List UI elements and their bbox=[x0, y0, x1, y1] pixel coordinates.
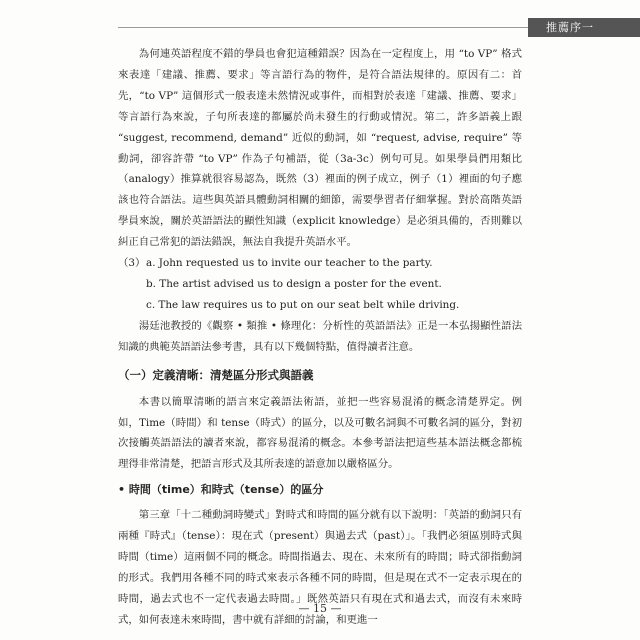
paragraph-1: 為何連英語程度不錯的學員也會犯這種錯誤？因為在一定程度上，用 “to VP” 格式來表達「建議、推薦、要求」等言語行為的物件，是符合語法規律的。原因有二：首先，“to VP” 這個形式一般表達未然情況或事件，而相對於表達「建議、推薦、要求」等言語行為來說，子句所表達的都屬於尚未發生的行動或情況。第二，許多語義上跟 “suggest, recommend, demand” 近似的動詞，如 “request, advise, require” 等動詞，卻容許帶 “to VP” 作為子句補語，從（3a-3c）例句可見。如果學員們用類比（analogy）推算就很容易認為，既然（3）裡面的例子成立，例子（1）裡面的句子應該也符合語法。這些與英語具體動詞相關的細節，需要學習者仔細掌握。對於高階英語學員來說，關於英語語法的顯性知識（explicit knowledge）是必須具備的，否則難以糾正自己常犯的語法錯誤，無法自我提升英語水平。 bbox=[118, 48, 522, 249]
paragraph-4: 第三章「十二種動詞時變式」對時式和時間的區分就有以下說明：「英語的動詞只有兩種『時式』（tense）：現在式（present）與過去式（past）」。「我們必須區別時式與時間（time）這兩個不同的概念。時間指過去、現在、未來所有的時間；時式卻指動詞的形式。我們用各種不同的時式來表示各種不同的時間，但是現在式不一定表示現在的時間，過去式也不一定代表過去時間。」既然英語只有現在式和過去式，而沒有未來時式，如何表達未來時間，書中就有詳細的討論，和更進一 bbox=[118, 509, 522, 626]
example-3a-text: a. John requested us to invite our teacher to the party. bbox=[146, 257, 433, 270]
paragraph-2: 湯廷池教授的《觀察 • 類推 • 條理化：分析性的英語語法》正是一本弘揚顯性語法知識的典範英語語法參考書，具有以下幾個特點，值得讀者注意。 bbox=[118, 319, 522, 353]
section-heading: （一）定義清晰：清楚區分形式與語義 bbox=[118, 367, 314, 382]
example-3b: b. The artist advised us to design a poster for the event. bbox=[146, 277, 442, 290]
header-rule bbox=[118, 27, 530, 28]
paragraph-3: 本書以簡單清晰的語言來定義語法術語，並把一些容易混淆的概念清楚界定。例如，Time（時間）和 tense（時式）的區分，以及可數名詞與不可數名詞的區分，對初次接觸英語語法的讀者來說，都容易混淆的概念。本參考語法把這些基本語法概念都梳理得非常清楚，把語言形式及其所表達的語意加以嚴格區分。 bbox=[118, 395, 522, 471]
example-3c: c. The law requires us to put on our seat belt while driving. bbox=[146, 298, 460, 311]
header-chapter-tab: 推薦序一 bbox=[528, 18, 640, 37]
page-number: — 15 — bbox=[298, 602, 342, 615]
subsection-heading: • 時間（time）和時式（tense）的區分 bbox=[118, 483, 324, 497]
example-3a bbox=[118, 253, 522, 274]
page-body bbox=[118, 44, 522, 631]
example-number: （3） bbox=[118, 257, 146, 270]
